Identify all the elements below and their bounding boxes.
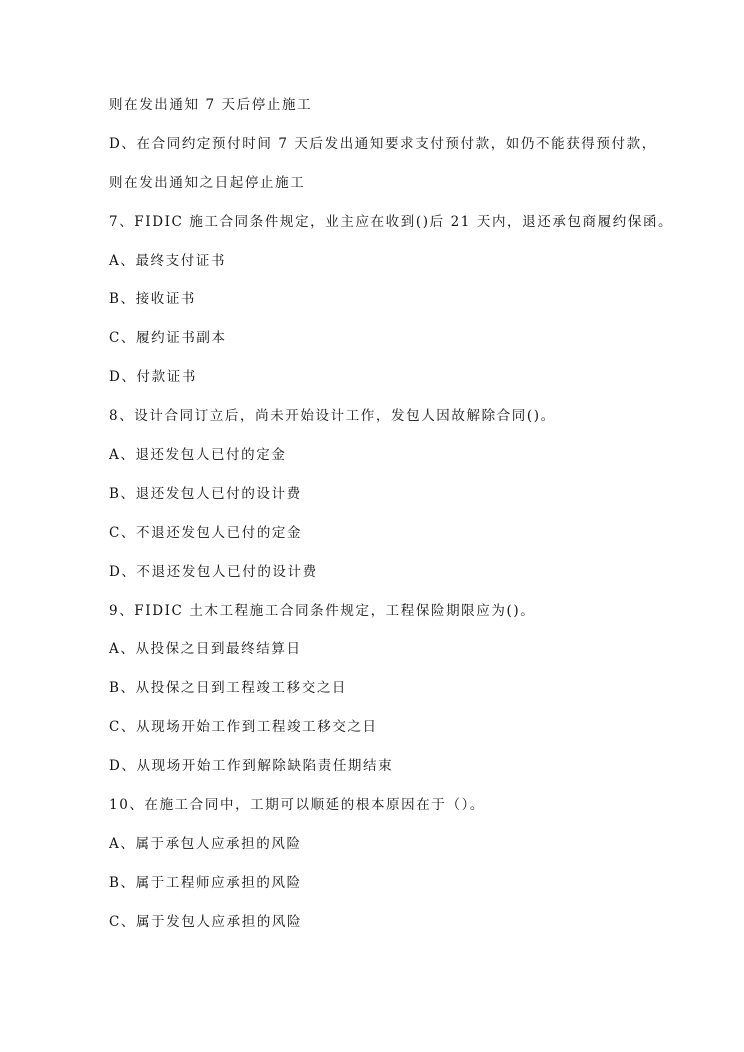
option-line: A、最终支付证书: [109, 252, 227, 269]
option-line: D、在合同约定预付时间 7 天后发出通知要求支付预付款，如仍不能获得预付款，: [109, 135, 657, 152]
option-line: B、接收证书: [109, 291, 197, 308]
option-line: A、退还发包人已付的定金: [109, 447, 287, 464]
option-line: D、不退还发包人已付的设计费: [109, 563, 318, 580]
option-line: D、从现场开始工作到解除缺陷责任期结束: [109, 758, 394, 775]
option-line: A、属于承包人应承担的风险: [109, 835, 302, 852]
document-text: [109, 94, 709, 950]
option-line: B、退还发包人已付的设计费: [109, 485, 302, 502]
option-line: C、履约证书副本: [109, 330, 227, 347]
question-line: 8、设计合同订立后，尚未开始设计工作，发包人因故解除合同()。: [109, 408, 556, 425]
option-line: B、属于工程师应承担的风险: [109, 874, 302, 891]
option-line: C、不退还发包人已付的定金: [109, 524, 303, 541]
option-line: B、从投保之日到工程竣工移交之日: [109, 680, 348, 697]
option-line: A、从投保之日到最终结算日: [109, 641, 302, 658]
question-line: 9、FIDIC 土木工程施工合同条件规定，工程保险期限应为()。: [109, 602, 536, 619]
question-line: 10、在施工合同中，工期可以顺延的根本原因在于（）。: [109, 797, 486, 814]
text-line: 则在发出通知 7 天后停止施工: [109, 97, 313, 113]
option-line: D、付款证书: [109, 369, 197, 386]
option-line: C、属于发包人应承担的风险: [109, 913, 303, 930]
option-line: C、从现场开始工作到工程竣工移交之日: [109, 719, 378, 736]
text-line: 则在发出通知之日起停止施工: [109, 174, 306, 191]
question-line: 7、FIDIC 施工合同条件规定，业主应在收到()后 21 天内，退还承包商履约保函。: [109, 213, 674, 230]
